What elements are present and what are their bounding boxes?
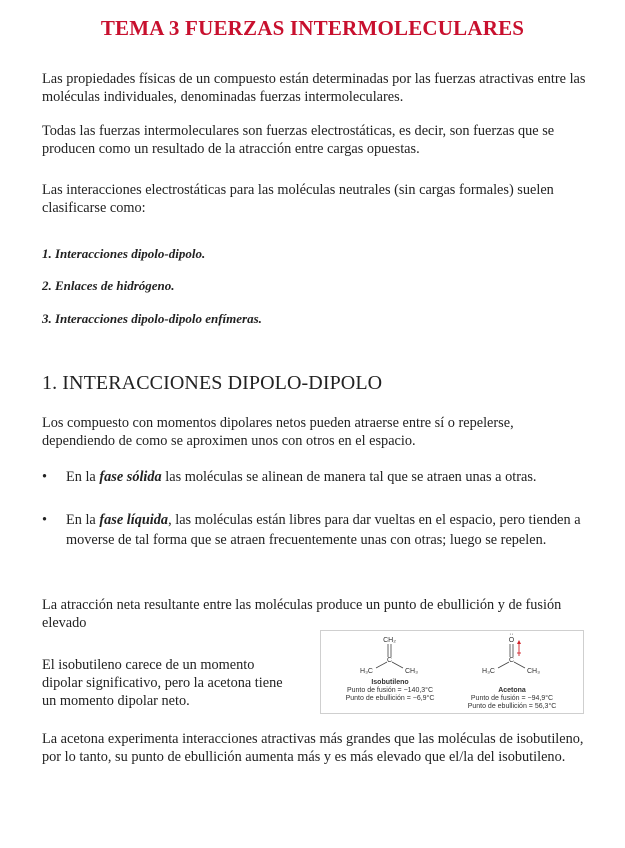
acetona-center-label: C [508,657,515,664]
acetona-name: Acetona [498,687,526,694]
bullet-prefix: En la [66,469,100,485]
intro-paragraph-3: Las interacciones electrostáticas para las moléculas neutrales (sin cargas formales) suelen clasificarse como: [42,182,554,216]
bullet-rest: las moléculas se alinean de manera tal que se atraen unas a otras. [161,469,537,485]
section-paragraph-4: La acetona experimenta interacciones atractivas más grandes que las moléculas de isobutileno, por lo tanto, su punto de ebullición aumenta más y es más elevado que el/la del isobutileno. [42,731,584,765]
isobutileno-caption [335,679,445,703]
classification-item-1: 1. Interacciones dipolo-dipolo. [42,246,206,261]
acetona-lone-pairs: ·· [509,631,514,638]
section-paragraph-1: Los compuesto con momentos dipolares netos pueden atraerse entre sí o repelerse, dependiendo de como se aproximen unos con otros en el espacio. [42,415,514,449]
acetona-left-label: H₃C [482,668,495,675]
isobutileno-name: Isobutileno [371,679,409,686]
bullet-rest: , las moléculas están libres para dar vueltas en el espacio, pero tienden a moverse de tal forma que se atraen frecuentemente unas con otras; luego se repelen. [66,512,581,548]
bullet-marker: • [42,512,48,528]
section-paragraph-3: El isobutileno carece de un momento dipolar significativo, pero la acetona tiene un momento dipolar neto. [42,657,283,709]
acetona-structure [482,631,540,675]
intro-paragraph-2: Todas las fuerzas intermoleculares son fuerzas electrostáticas, es decir, son fuerzas que se producen como un resultado de la atracción entre cargas opuestas. [42,123,555,157]
isobutileno-fusion: Punto de fusión = −140,3°C [346,687,434,694]
classification-item-2: 2. Enlaces de hidrógeno. [42,278,175,293]
acetona-fusion: Punto de fusión = −94,9°C [470,695,554,702]
isobutileno-left-label: H₃C [360,668,373,675]
page-title: TEMA 3 FUERZAS INTERMOLECULARES [100,16,525,40]
acetona-right-label: CH₃ [527,668,540,675]
section-paragraph-2: La atracción neta resultante entre las moléculas produce un punto de ebullición y de fusión elevado [42,597,562,631]
classification-item-3: 3. Interacciones dipolo-dipolo enfímeras. [42,311,262,326]
molecule-figure [320,630,584,714]
isobutileno-right-label: CH₃ [405,668,418,675]
term-fase-liquida: fase líquida [99,512,169,528]
acetona-ebullicion: Punto de ebullición = 56,3°C [467,703,557,710]
acetona-top-label: O [508,637,515,644]
isobutileno-center-label: C [386,657,393,664]
isobutileno-structure [360,637,418,675]
dipole-arrow-icon [517,640,521,656]
bullet-marker: • [42,469,48,485]
isobutileno-ebullicion: Punto de ebullición = −6,9°C [345,695,435,702]
section-heading: 1. INTERACCIONES DIPOLO-DIPOLO [42,372,383,394]
acetona-caption [457,687,567,711]
isobutileno-top-label: CH₂ [383,637,396,644]
intro-paragraph-1: Las propiedades físicas de un compuesto están determinadas por las fuerzas atractivas entre las moléculas individuales, denominadas fuerzas intermoleculares. [42,71,586,105]
term-fase-solida: fase sólida [99,469,162,485]
bullet-prefix: En la [66,512,100,528]
